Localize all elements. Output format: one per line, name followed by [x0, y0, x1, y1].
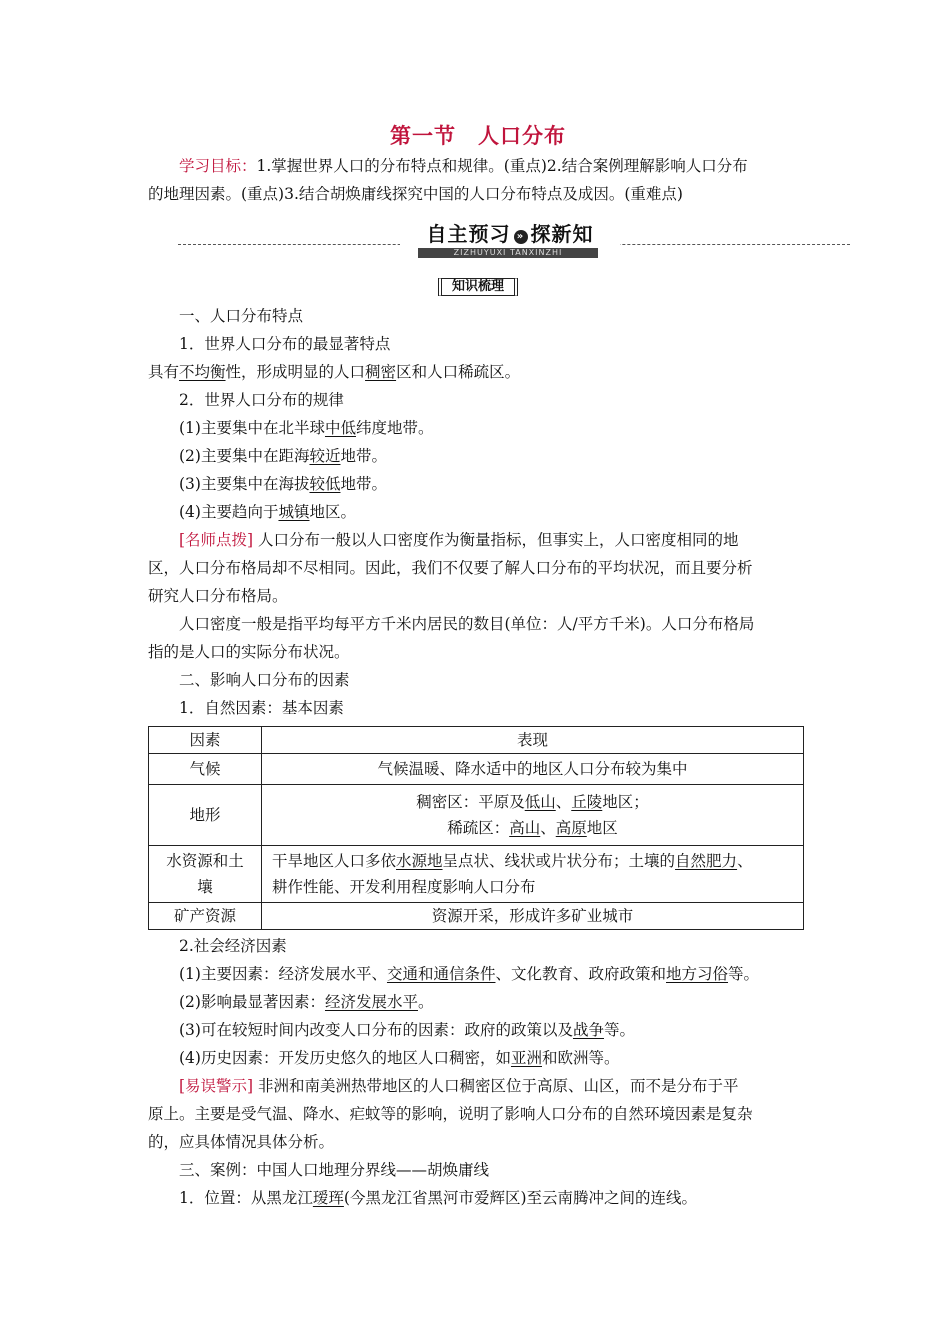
section2-sub2: 2.社会经济因素	[179, 937, 287, 955]
table-row	[149, 785, 804, 846]
text: (2)影响最显著因素：	[179, 993, 325, 1011]
table-cell: 地形	[149, 785, 262, 846]
text: 地区	[586, 819, 618, 837]
answer-blank: 水源地	[396, 852, 443, 870]
tip-teacher-label: [名师点拨]	[179, 531, 254, 549]
table-cell	[149, 846, 262, 903]
cell-line: 水资源和土	[166, 852, 244, 870]
table-cell	[262, 785, 804, 846]
text: 。	[417, 993, 434, 1011]
cell-line	[268, 789, 797, 815]
text: (3)可在较短时间内改变人口分布的因素：政府的政策以及	[179, 1021, 573, 1039]
answer-blank: 较低	[309, 475, 341, 493]
text: (4)主要趋向于	[179, 503, 279, 521]
cell-line: 耕作性能、开发利用程度影响人口分布	[272, 878, 536, 896]
table-cell: 资源开采，形成许多矿业城市	[262, 903, 804, 930]
tip-teacher-line-3: 研究人口分布格局。	[148, 587, 288, 605]
answer-blank: 自然肥力	[675, 852, 738, 870]
cell-line	[268, 815, 797, 841]
text: 等。	[603, 1021, 635, 1039]
table-header-cell: 表现	[262, 727, 804, 754]
banner-title	[400, 218, 620, 246]
cell-line	[272, 848, 793, 874]
answer-blank: 城镇	[278, 503, 310, 521]
table-cell: 气候	[149, 754, 262, 785]
text: 性，形成明显的人口	[225, 363, 366, 381]
cell-line: 壤	[197, 878, 213, 896]
knowledge-tag-label: 知识梳理	[438, 278, 518, 296]
section2-heading: 二、影响人口分布的因素	[179, 671, 350, 689]
text: 稠密区：平原及	[416, 793, 525, 811]
title-section-number: 第一节	[390, 123, 456, 148]
rule-3	[148, 470, 808, 498]
rule-2	[148, 442, 808, 470]
text: 非洲和南美洲热带地区的人口稠密区位于高原、山区，而不是分布于平	[253, 1077, 739, 1095]
answer-blank: 高山	[509, 819, 541, 837]
section3-p1	[148, 1184, 808, 1212]
answer-blank: 地方习俗	[666, 965, 729, 983]
objectives-text-1: 1.掌握世界人口的分布特点和规律。(重点)2.结合案例理解影响人口分布	[256, 157, 748, 175]
table-header-cell: 因素	[149, 727, 262, 754]
section3-heading: 三、案例：中国人口地理分界线——胡焕庸线	[179, 1161, 490, 1179]
text: 、	[737, 852, 753, 870]
objectives-line-1	[148, 152, 808, 180]
text: (1)主要因素：经济发展水平、	[179, 965, 387, 983]
text: 地区；	[602, 793, 649, 811]
text: 具有	[148, 363, 180, 381]
section2-sub1: 1．自然因素：基本因素	[179, 699, 344, 717]
text: (4)历史因素：开发历史悠久的地区人口稠密，如	[179, 1049, 511, 1067]
econ-4	[148, 1044, 808, 1072]
answer-blank: 亚洲	[510, 1049, 542, 1067]
table-row	[149, 754, 804, 785]
text: 地带。	[340, 475, 387, 493]
rule-4	[148, 498, 808, 526]
text: 干旱地区人口多依	[272, 852, 397, 870]
text: 稀疏区：	[447, 819, 510, 837]
page-title	[148, 120, 808, 150]
table-cell: 矿产资源	[149, 903, 262, 930]
tip-teacher-line-2: 区，人口分布格局却不尽相同。因此，我们不仅要了解人口分布的平均状况，而且要分析	[148, 559, 753, 577]
title-text: 人口分布	[478, 123, 566, 148]
text: 地带。	[340, 447, 387, 465]
tip-teacher-line-4: 人口密度一般是指平均每平方千米内居民的数目(单位：人/平方千米)。人口分布格局	[179, 615, 755, 633]
section1-sub1-body	[148, 358, 808, 386]
knowledge-tag	[148, 276, 808, 296]
table-cell: 气候温暖、降水适中的地区人口分布较为集中	[262, 754, 804, 785]
answer-blank: 瑷珲	[312, 1189, 344, 1207]
answer-blank: 高原	[555, 819, 587, 837]
text: 、	[540, 819, 556, 837]
table-cell	[262, 846, 804, 903]
banner-pinyin: ZIZHUYUXI TANXINZHI	[418, 248, 598, 258]
table-row	[149, 727, 804, 754]
text: 人口分布一般以人口密度作为衡量指标，但事实上，人口密度相同的地	[253, 531, 739, 549]
natural-factors-table	[148, 726, 804, 930]
answer-blank: 战争	[572, 1021, 604, 1039]
section-banner	[148, 218, 808, 270]
text: 呈点状、线状或片状分布；土壤的	[442, 852, 676, 870]
tip-warning-line-3: 的，应具体情况具体分析。	[148, 1133, 335, 1151]
text: (3)主要集中在海拔	[179, 475, 310, 493]
text: 和欧洲等。	[541, 1049, 620, 1067]
rule-1	[148, 414, 808, 442]
tip-warning-label: [易误警示]	[179, 1077, 254, 1095]
answer-blank: 不均衡	[179, 363, 226, 381]
text: (1)主要集中在北半球	[179, 419, 325, 437]
section1-heading: 一、人口分布特点	[179, 307, 304, 325]
table-row	[149, 903, 804, 930]
text: 1．位置：从黑龙江	[179, 1189, 313, 1207]
answer-blank: 较近	[309, 447, 341, 465]
text: 地区。	[309, 503, 356, 521]
tip-teacher-line-1	[148, 526, 808, 554]
answer-blank: 低山	[524, 793, 556, 811]
tip-warning-line-1	[148, 1072, 808, 1100]
banner-left-text: 自主预习	[426, 222, 511, 246]
econ-1	[148, 960, 808, 988]
section1-sub2: 2．世界人口分布的规律	[179, 391, 344, 409]
tip-warning-line-2: 原上。主要是受气温、降水、疟蚊等的影响，说明了影响人口分布的自然环境因素是复杂	[148, 1105, 753, 1123]
text: 、	[555, 793, 572, 811]
answer-blank: 交通和通信条件	[386, 965, 496, 983]
answer-blank: 经济发展水平	[324, 993, 418, 1011]
text: 、文化教育、政府政策和	[495, 965, 666, 983]
objectives-line-2: 的地理因素。(重点)3.结合胡焕庸线探究中国的人口分布特点及成因。(重难点)	[148, 185, 683, 203]
text: 区和人口稀疏区。	[396, 363, 521, 381]
tip-teacher-line-5: 指的是人口的实际分布状况。	[148, 643, 350, 661]
text: 等。	[728, 965, 760, 983]
table-row	[149, 846, 804, 903]
text: (今黑龙江省黑河市爱辉区)至云南腾冲之间的连线。	[343, 1189, 697, 1207]
banner-arrow-icon: »	[514, 230, 528, 244]
econ-3	[148, 1016, 808, 1044]
answer-blank: 中低	[324, 419, 356, 437]
document-page	[148, 120, 808, 1212]
banner-right-text: 探新知	[530, 222, 594, 246]
econ-2	[148, 988, 808, 1016]
answer-blank: 丘陵	[571, 793, 603, 811]
objectives-label: 学习目标：	[179, 157, 257, 175]
text: (2)主要集中在距海	[179, 447, 310, 465]
text: 纬度地带。	[355, 419, 434, 437]
answer-blank: 稠密	[365, 363, 397, 381]
section1-sub1: 1．世界人口分布的最显著特点	[179, 335, 391, 353]
